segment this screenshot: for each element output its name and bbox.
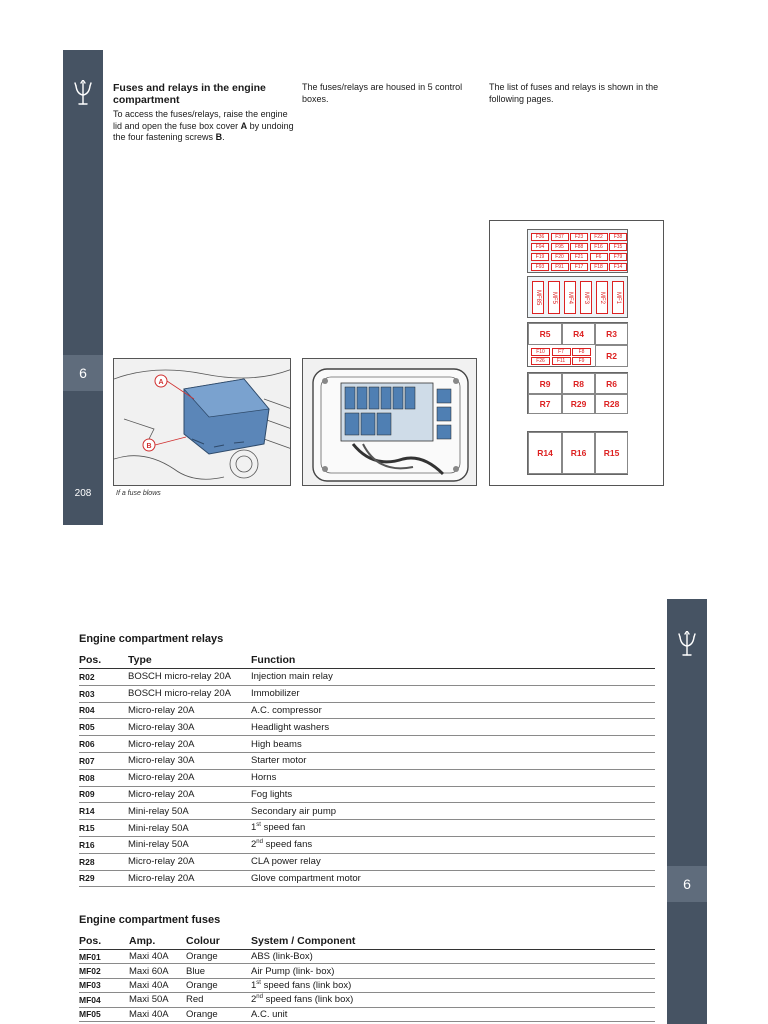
maxi-fuse-mf2: MF2	[596, 281, 608, 314]
relay-type: Micro-relay 20A	[128, 870, 251, 887]
header-function: Function	[251, 654, 655, 669]
relay-type: Micro-relay 20A	[128, 769, 251, 786]
trident-logo-icon	[72, 80, 94, 106]
relay-r7: R7	[528, 394, 562, 414]
relay-pos: R05	[79, 719, 128, 736]
figure-caption: If a fuse blows	[116, 490, 161, 497]
fuse-f91: F91	[551, 263, 569, 271]
relay-type: Micro-relay 20A	[128, 853, 251, 870]
relay-row	[79, 752, 655, 769]
relay-row	[79, 803, 655, 820]
relay-function: A.C. compressor	[251, 702, 655, 719]
relays-table	[79, 654, 655, 887]
fuse-block	[527, 229, 628, 273]
fuse-amp: Maxi 40A	[129, 1007, 186, 1021]
fuse-colour: Orange	[186, 1007, 251, 1021]
relay-type: BOSCH micro-relay 20A	[128, 685, 251, 702]
fuse-f15: F15	[609, 243, 627, 251]
engine-bay-illustration	[114, 359, 291, 486]
relay-r4: R4	[562, 323, 595, 345]
fuse-f17: F17	[570, 263, 588, 271]
fuse-f93: F93	[531, 263, 549, 271]
intro-column	[113, 82, 298, 144]
maxi-fuse-mf85: MF85	[532, 281, 544, 314]
relay-row	[79, 669, 655, 686]
relay-function: Injection main relay	[251, 669, 655, 686]
fuse-system: Air Pump (link- box)	[251, 964, 655, 978]
relay-row	[79, 820, 655, 837]
fuse-row	[79, 964, 655, 978]
label-b: B	[146, 443, 152, 450]
relay-r16: R16	[562, 432, 595, 474]
relay-function: Secondary air pump	[251, 803, 655, 820]
chapter-side-tab-right	[667, 599, 707, 1024]
relay-r14: R14	[528, 432, 562, 474]
fuse-f14: F14	[609, 263, 627, 271]
relay-pos: R28	[79, 853, 128, 870]
fuse-row	[79, 978, 655, 992]
relay-block-1	[527, 322, 628, 367]
fuse-pos: MF01	[79, 950, 129, 964]
relay-function: High beams	[251, 736, 655, 753]
fuse-pos: MF05	[79, 1007, 129, 1021]
header-amp: Amp.	[129, 935, 186, 950]
header-pos: Pos.	[79, 935, 129, 950]
fuse-pos: MF03	[79, 978, 129, 992]
fuse-f20: F20	[551, 253, 569, 261]
relays-header-row	[79, 654, 655, 669]
relay-function: Immobilizer	[251, 685, 655, 702]
fuse-colour: Orange	[186, 978, 251, 992]
relay-function: Starter motor	[251, 752, 655, 769]
relay-r6: R6	[595, 373, 628, 394]
relay-type: Mini-relay 50A	[128, 836, 251, 853]
relay-function: Headlight washers	[251, 719, 655, 736]
fuse-f9: F9	[572, 357, 591, 365]
fuse-f79: F79	[609, 253, 627, 261]
fuse-f26: F26	[531, 357, 550, 365]
chapter-number-right: 6	[667, 866, 707, 902]
relay-r3: R3	[595, 323, 628, 345]
relay-type: Micro-relay 30A	[128, 719, 251, 736]
relay-row	[79, 702, 655, 719]
header-colour: Colour	[186, 935, 251, 950]
relay-pos: R08	[79, 769, 128, 786]
relay-function: 2nd speed fans	[251, 836, 655, 853]
fuse-f95: F95	[551, 243, 569, 251]
fuse-colour: Red	[186, 993, 251, 1007]
relay-pos: R04	[79, 702, 128, 719]
maxi-fuse-mf4: MF4	[564, 281, 576, 314]
relay-pos: R16	[79, 836, 128, 853]
fuse-box-illustration	[303, 359, 477, 486]
fuse-row	[79, 950, 655, 964]
relay-pos: R06	[79, 736, 128, 753]
fuse-system: A.C. unit	[251, 1007, 655, 1021]
relay-r29: R29	[562, 394, 595, 414]
fuse-f10: F10	[531, 348, 550, 356]
fuse-system: 1st speed fans (link box)	[251, 978, 655, 992]
relay-r15: R15	[595, 432, 628, 474]
fuse-f21: F21	[570, 253, 588, 261]
fuses-table	[79, 935, 655, 1022]
fuse-f6: F6	[590, 253, 608, 261]
fuse-relay-diagram	[489, 220, 664, 486]
relay-function: 1st speed fan	[251, 820, 655, 837]
fuse-f8: F8	[572, 348, 591, 356]
fuse-f37: F37	[551, 233, 569, 241]
relay-r28: R28	[595, 394, 628, 414]
fuse-colour: Blue	[186, 964, 251, 978]
fuse-amp: Maxi 40A	[129, 950, 186, 964]
relay-type: Micro-relay 20A	[128, 736, 251, 753]
relay-function: Fog lights	[251, 786, 655, 803]
relay-function: CLA power relay	[251, 853, 655, 870]
fuse-system: 2nd speed fans (link box)	[251, 993, 655, 1007]
maxi-fuse-block	[527, 276, 628, 318]
relay-type: Mini-relay 50A	[128, 803, 251, 820]
header-type: Type	[128, 654, 251, 669]
fuse-f16: F16	[590, 243, 608, 251]
fuses-header-row	[79, 935, 655, 950]
page-number: 208	[74, 488, 92, 499]
relay-block-3	[527, 431, 628, 475]
fuse-f94: F94	[531, 243, 549, 251]
relay-pos: R02	[79, 669, 128, 686]
relay-type: Micro-relay 20A	[128, 702, 251, 719]
relay-pos: R15	[79, 820, 128, 837]
list-reference-text: The list of fuses and relays is shown in the following pages.	[489, 82, 659, 104]
relay-row	[79, 719, 655, 736]
fuse-amp: Maxi 40A	[129, 978, 186, 992]
engine-compartment-photo	[113, 358, 291, 486]
relay-row	[79, 786, 655, 803]
trident-logo-icon	[676, 631, 698, 657]
relay-type: Mini-relay 50A	[128, 820, 251, 837]
fuse-f22: F22	[590, 233, 608, 241]
relay-function: Glove compartment motor	[251, 870, 655, 887]
fuse-row	[79, 1007, 655, 1021]
relay-pos: R03	[79, 685, 128, 702]
header-system: System / Component	[251, 935, 655, 950]
fuse-pos: MF02	[79, 964, 129, 978]
maxi-fuse-mf1: MF1	[612, 281, 624, 314]
chapter-number: 6	[63, 355, 103, 391]
fuse-colour: Orange	[186, 950, 251, 964]
relay-row	[79, 870, 655, 887]
relay-type: Micro-relay 30A	[128, 752, 251, 769]
fuse-f23: F23	[570, 233, 588, 241]
relay-r8: R8	[562, 373, 595, 394]
relay-function: Horns	[251, 769, 655, 786]
fuse-amp: Maxi 50A	[129, 993, 186, 1007]
control-boxes-text: The fuses/relays are housed in 5 control boxes.	[302, 82, 463, 104]
header-pos: Pos.	[79, 654, 128, 669]
fuse-amp: Maxi 60A	[129, 964, 186, 978]
intro-text: To access the fuses/relays, raise the engine lid and open the fuse box cover A by undoing the four fastening screws B.	[113, 109, 294, 142]
relay-pos: R07	[79, 752, 128, 769]
relay-row	[79, 685, 655, 702]
relay-type: BOSCH micro-relay 20A	[128, 669, 251, 686]
fuse-f19: F19	[531, 253, 549, 261]
fuses-title: Engine compartment fuses	[79, 914, 221, 926]
fuse-f11: F11	[552, 357, 571, 365]
relay-row	[79, 836, 655, 853]
relay-row	[79, 853, 655, 870]
fuse-row	[79, 993, 655, 1007]
relay-r5: R5	[528, 323, 562, 345]
section-heading: Fuses and relays in the engine compartment	[113, 82, 266, 106]
relay-pos: R14	[79, 803, 128, 820]
label-a: A	[158, 379, 164, 386]
fuse-f38: F38	[609, 233, 627, 241]
relays-title: Engine compartment relays	[79, 633, 224, 645]
fuse-f88: F88	[570, 243, 588, 251]
relay-row	[79, 736, 655, 753]
fuse-f36: F36	[531, 233, 549, 241]
open-fuse-box-photo	[302, 358, 477, 486]
relay-type: Micro-relay 20A	[128, 786, 251, 803]
maxi-fuse-mf5: MF5	[548, 281, 560, 314]
fuse-f18: F18	[590, 263, 608, 271]
relay-block-2	[527, 372, 628, 414]
relay-pos: R29	[79, 870, 128, 887]
relay-pos: R09	[79, 786, 128, 803]
maxi-fuse-mf3: MF3	[580, 281, 592, 314]
chapter-side-tab	[63, 50, 103, 525]
relay-row	[79, 769, 655, 786]
fuse-f7: F7	[552, 348, 571, 356]
fuse-pos: MF04	[79, 993, 129, 1007]
fuse-system: ABS (link-Box)	[251, 950, 655, 964]
relay-r9: R9	[528, 373, 562, 394]
relay-r2: R2	[595, 345, 628, 367]
